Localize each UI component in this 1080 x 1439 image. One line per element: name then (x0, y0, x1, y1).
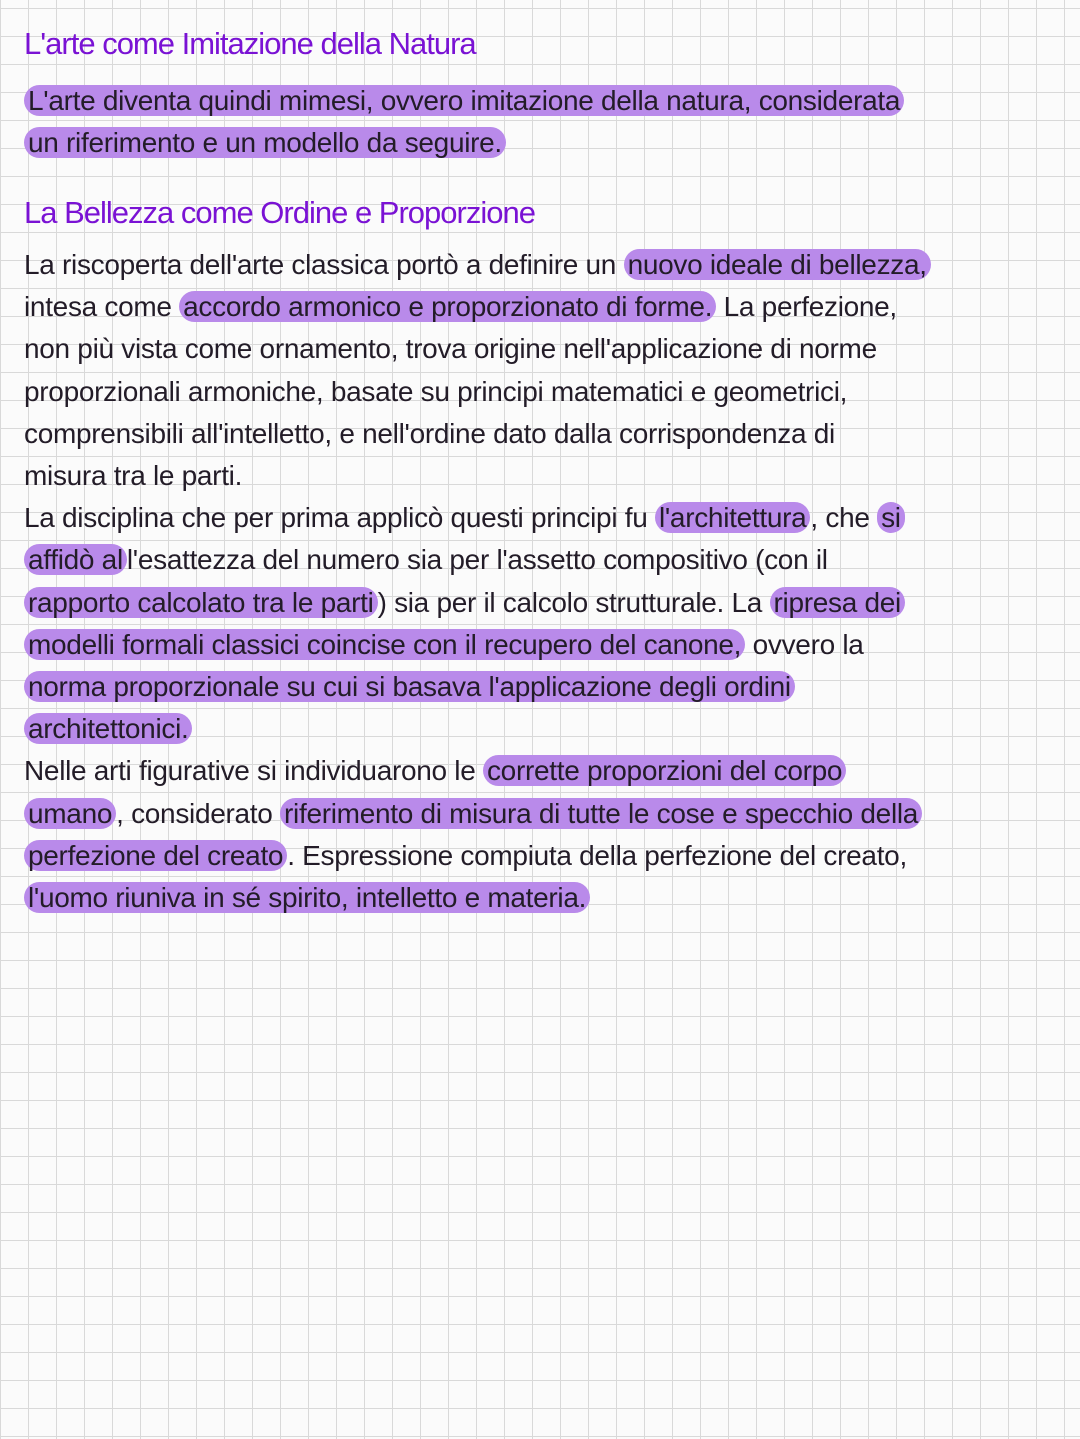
text-segment: , che (810, 502, 878, 534)
text-segment: non più vista come ornamento, trova origine nell'applicazione di norme (24, 333, 877, 365)
text-segment: l'esattezza del numero sia per l'assetto compositivo (con il (126, 544, 828, 576)
text-segment: Nelle arti figurative si individuarono le (24, 755, 483, 787)
highlighted-text: ripresa dei (770, 587, 905, 618)
text-line (24, 417, 835, 451)
highlighted-text: L'arte diventa quindi mimesi, ovvero imitazione della natura, considerata (24, 85, 904, 116)
text-line (24, 712, 192, 746)
highlighted-text: l'uomo riuniva in sé spirito, intelletto e materia. (24, 882, 590, 913)
highlighted-text: accordo armonico e proporzionato di forme. (179, 291, 716, 322)
highlighted-text: rapporto calcolato tra le parti (24, 587, 378, 618)
text-line (24, 797, 922, 831)
highlighted-text: architettonici. (24, 713, 192, 744)
text-segment: La disciplina che per prima applicò questi principi fu (24, 502, 655, 534)
text-segment: La perfezione, (716, 291, 897, 323)
section-heading: L'arte come Imitazione della Natura (24, 26, 476, 61)
text-line (24, 586, 905, 620)
text-line (24, 543, 828, 577)
text-line (24, 290, 897, 324)
text-line (24, 248, 931, 282)
text-line (24, 839, 907, 873)
highlighted-text: riferimento di misura di tutte le cose e specchio della (280, 798, 922, 829)
section-heading: La Bellezza come Ordine e Proporzione (24, 195, 535, 230)
text-segment: proporzionali armoniche, basate su principi matematici e geometrici, (24, 375, 848, 407)
highlighted-text: si (877, 502, 905, 533)
text-segment: misura tra le parti. (24, 460, 243, 491)
text-line (24, 628, 864, 662)
text-line (24, 375, 847, 409)
text-segment: , considerato (116, 797, 281, 829)
highlighted-text: un riferimento e un modello da seguire. (24, 127, 506, 158)
text-segment: . Espressione compiuta della perfezione del creato, (287, 839, 907, 871)
text-segment: La riscoperta dell'arte classica portò a definire un (24, 249, 624, 280)
text-segment: ovvero la (745, 628, 864, 660)
text-segment: ) sia per il calcolo strutturale. La (377, 586, 770, 618)
highlighted-text: norma proporzionale su cui si basava l'applicazione degli ordini (24, 671, 795, 702)
text-line (24, 754, 846, 788)
text-segment: comprensibili all'intelletto, e nell'ordine dato dalla corrispondenza di (24, 417, 835, 449)
highlighted-text: nuovo ideale di bellezza, (624, 249, 931, 280)
text-line (24, 332, 877, 366)
text-segment: intesa come (24, 291, 180, 323)
highlighted-text: modelli formali classici coincise con il recupero del canone, (24, 629, 745, 660)
text-line (24, 84, 904, 118)
highlighted-text: corrette proporzioni del corpo (483, 755, 846, 786)
highlighted-text: perfezione del creato (24, 840, 287, 871)
text-line (24, 881, 590, 915)
highlighted-text: l'architettura (655, 502, 810, 533)
text-line (24, 459, 242, 493)
highlighted-text: affidò al (24, 544, 127, 575)
highlighted-text: umano (24, 798, 116, 829)
text-line (24, 126, 506, 160)
text-line (24, 670, 795, 704)
text-line (24, 501, 905, 535)
